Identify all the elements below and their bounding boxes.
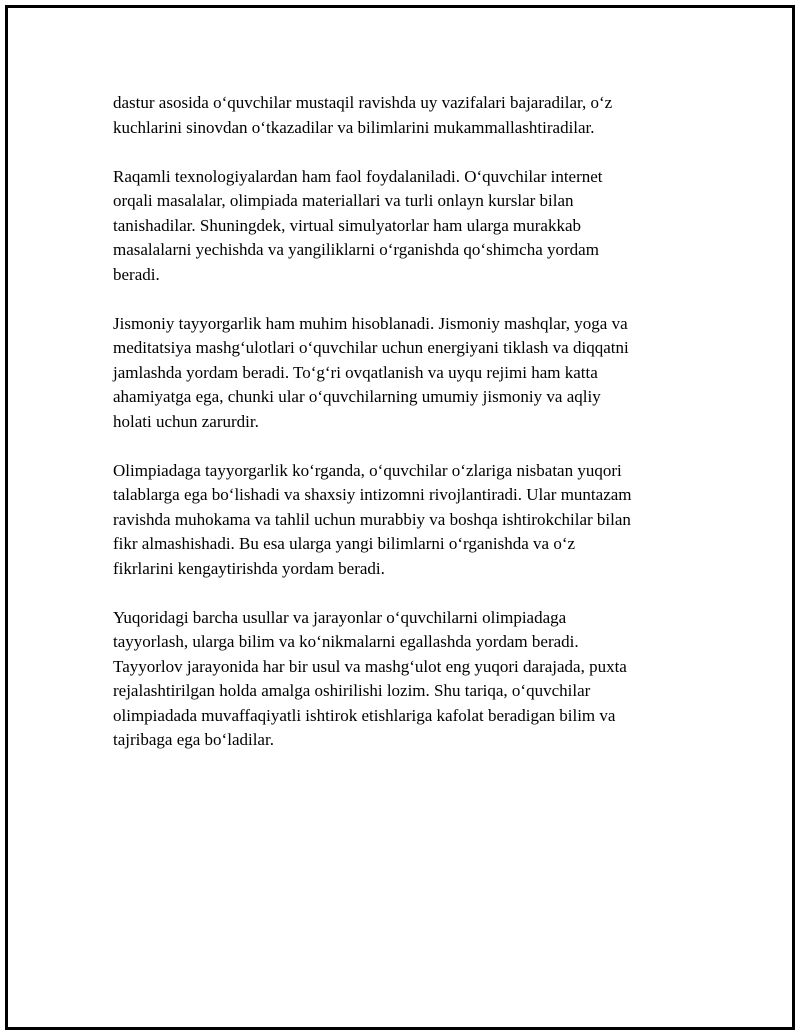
paragraph-digital-technologies: Raqamli texnologiyalardan ham faol foydalaniladi. Oʻquvchilar internet orqali masalalar, olimpiada materiallari va turli onlayn kurslar bilan tanishadilar. Shuningdek, virtual simulyatorlar ham ularga murakkab masalalarni yechishda va yangiliklarni oʻrganishda qoʻshimcha yordam beradi. — [113, 166, 603, 284]
paragraph-physical-preparation: Jismoniy tayyorgarlik ham muhim hisoblanadi. Jismoniy mashqlar, yoga va meditatsiya mashgʻulotlari oʻquvchilar uchun energiyani tiklash va diqqatni jamlashda yordam beradi. Toʻgʻri ovqatlanish va uyqu rejimi ham katta ahamiyatga ega, chunki ular oʻquvchilarning umumiy jismoniy va aqliy holati uchun zarurdir. — [113, 313, 629, 431]
document-body — [113, 91, 693, 777]
paragraph-conclusion: Yuqoridagi barcha usullar va jarayonlar oʻquvchilarni olimpiadaga tayyorlash, ularga bilim va koʻnikmalarni egallashda yordam beradi. Tayyorlov jarayonida har bir usul va mashgʻulot eng yuqori darajada, puxta rejalashtirilgan holda amalga oshirilishi lozim. Shu tariqa, oʻquvchilar olimpiadada muvaffaqiyatli ishtirok etishlariga kafolat beradigan bilim va tajribaga ega boʻladilar. — [113, 607, 627, 749]
paragraph-self-discipline: Olimpiadaga tayyorgarlik koʻrganda, oʻquvchilar oʻzlariga nisbatan yuqori talablarga ega boʻlishadi va shaxsiy intizomni rivojlantiradi. Ular muntazam ravishda muhokama va tahlil uchun murabbiy va boshqa ishtirokchilar bilan fikr almashishadi. Bu esa ularga yangi bilimlarni oʻrganishda va oʻz fikrlarini kengaytirishda yordam beradi. — [113, 460, 632, 578]
paragraph-homework: dastur asosida oʻquvchilar mustaqil ravishda uy vazifalari bajaradilar, oʻz kuchlarini sinovdan oʻtkazadilar va bilimlarini mukammallashtiradilar. — [113, 93, 613, 137]
